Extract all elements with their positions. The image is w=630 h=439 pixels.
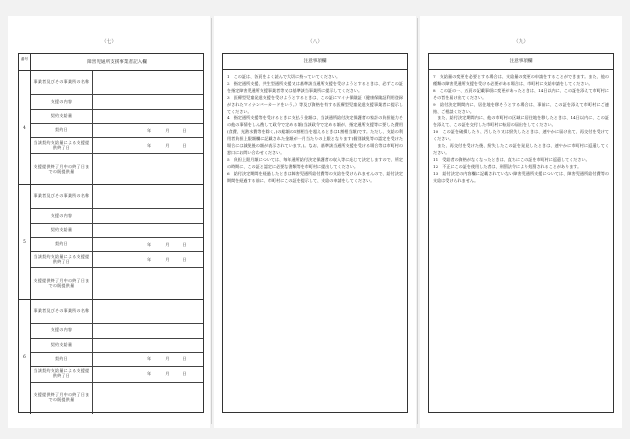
- seq-number: 6: [19, 300, 31, 414]
- field-label: 支援提供終了月中の終了日までの既提供量: [31, 383, 93, 414]
- page-divider: [417, 18, 418, 424]
- date-part: 月: [165, 127, 170, 133]
- note-paragraph: 1 この証は、各頁をよく読んで大切に持っていてください。: [227, 74, 341, 79]
- date-part: 年: [147, 356, 152, 362]
- field-label: 当該契約支給量による支援提供終了日: [31, 252, 93, 267]
- field-value[interactable]: [93, 238, 203, 251]
- date-part: 年: [147, 256, 152, 262]
- field-value[interactable]: [93, 300, 203, 323]
- field-value[interactable]: [93, 353, 203, 366]
- notes-title: 注意事項欄: [429, 54, 613, 70]
- field-label: 事業者及びその事業所の名称: [31, 300, 93, 323]
- entry-block: [19, 71, 203, 185]
- notes-title: 注意事項欄: [223, 54, 407, 70]
- entry-row: [31, 324, 203, 339]
- entry-row: [31, 209, 203, 224]
- entry-row: [31, 110, 203, 124]
- entry-row: [31, 339, 203, 353]
- seq-number: 4: [19, 71, 31, 184]
- date-part: 年: [147, 127, 152, 133]
- entry-row: [31, 71, 203, 95]
- field-value[interactable]: [93, 124, 203, 137]
- page-seven: [8, 16, 210, 428]
- entry-row: [31, 268, 203, 299]
- date-part: 月: [165, 142, 170, 148]
- date-part: 月: [165, 241, 170, 247]
- entry-block: [19, 300, 203, 414]
- notes-box: [428, 53, 614, 413]
- field-value[interactable]: [93, 252, 203, 267]
- entry-row: [31, 95, 203, 110]
- page-number: （九）: [513, 39, 529, 45]
- date-part: 月: [165, 256, 170, 262]
- field-value[interactable]: [93, 383, 203, 414]
- entry-row: [31, 300, 203, 324]
- field-label: 当該契約支給量による支援提供終了日: [31, 367, 93, 382]
- field-value[interactable]: [93, 268, 203, 299]
- field-value[interactable]: [93, 224, 203, 237]
- note-paragraph: 2 指定通所支援、共生型通所支援又は基準該当通所支援を受けようとするときは、必ずこの証を指定障害児通所支援事業者等又は基準該当事業所に提示してください。: [227, 80, 403, 93]
- field-value[interactable]: [93, 339, 203, 352]
- note-paragraph: 8 この証の一、五頁の記載事項に変更があったときは、14日以内に、この証を添えて市町村にその旨を届け出てください。: [433, 87, 609, 100]
- entry-row: [31, 383, 203, 414]
- field-label: 事業者及びその事業所の名称: [31, 185, 93, 208]
- provider-entry-table: [18, 53, 204, 413]
- field-label: 契約日: [31, 238, 93, 251]
- note-paragraph: 7 支給量の変更を必要とする場合は、支給量の変更の申請をすることができます。また、他の種類の障害児通所支援を受ける必要がある場合は、市町村に支給申請をしてください。: [433, 74, 609, 86]
- entry-row: [31, 138, 203, 154]
- field-label: 契約日: [31, 353, 93, 366]
- field-label: 当該契約支給量による支援提供終了日: [31, 138, 93, 153]
- field-value[interactable]: [93, 324, 203, 338]
- note-paragraph: また、再交付を受けた後、紛失したこの証を発見したときは、速やかに市町村に返還してください。: [433, 143, 609, 155]
- page-divider: [211, 18, 212, 424]
- table-title: 障害児通所支援事業者記入欄: [31, 54, 203, 71]
- field-label: 支援の内容: [31, 95, 93, 109]
- notes-body: [223, 70, 407, 189]
- field-value[interactable]: [93, 185, 203, 208]
- field-value[interactable]: [93, 209, 203, 223]
- date-part: 日: [182, 127, 187, 133]
- field-label: 支援提供終了月中の終了日までの既提供量: [31, 154, 93, 185]
- field-label: 支援提供終了月中の終了日までの既提供量: [31, 268, 93, 299]
- date-part: 年: [147, 371, 152, 377]
- date-part: 日: [182, 256, 187, 262]
- field-label: 契約支給量: [31, 224, 93, 237]
- field-value[interactable]: [93, 367, 203, 382]
- date-part: 日: [182, 356, 187, 362]
- note-paragraph: 9 給付決定期間内に、居住地を移そうとする場合は、事前に、この証を添えて市町村にご連絡、ご相談ください。: [433, 101, 609, 114]
- note-paragraph: 10 この証を破損したり、汚したり又は紛失したときは、速やかに届け出て、再交付を受けてください。: [433, 129, 609, 142]
- field-label: 支援の内容: [31, 209, 93, 223]
- field-label: 契約日: [31, 124, 93, 137]
- page-eight: [214, 16, 416, 428]
- note-paragraph: 6 給付決定期間を経過したときは障害児通所給付費等の支給を受けられませんので、給付決定期間を経過する前に、市町村にこの証を提示して、支給の申請をしてください。: [227, 170, 403, 183]
- note-paragraph: また、給付決定期間内に、他の市町村の区域に居住地を移したときは、14日以内に、この証を添えて、この証を交付した市町村に転居の届出をしてください。: [433, 115, 609, 128]
- date-part: 月: [165, 371, 170, 377]
- entry-row: [31, 185, 203, 209]
- seq-header: 番号: [19, 54, 31, 71]
- note-paragraph: 13 給付決定の内容欄に記載されていない障害児通所支援については、障害児通所給付費等の支給は受けられません。: [433, 170, 609, 183]
- field-value[interactable]: [93, 138, 203, 153]
- field-value[interactable]: [93, 95, 203, 109]
- field-label: 支援の内容: [31, 324, 93, 338]
- field-value[interactable]: [93, 71, 203, 94]
- field-value[interactable]: [93, 110, 203, 123]
- page-number: （八）: [307, 39, 323, 45]
- note-paragraph: 12 不正にこの証を使用した者は、刑罰法令により処罰されることがあります。: [433, 163, 582, 169]
- field-label: 契約支給量: [31, 339, 93, 352]
- note-paragraph: 11 受給者の資格がなくなったときは、直ちにこの証を市町村に返還してください。: [433, 156, 590, 162]
- note-paragraph: 3 医療型児童発達支援を受けようとするときは、この証にマイナ保険証（健康保険証利用登録がされたマイナンバーカードをいう。）等及び資格を有する医療型児童発達支援事業者に提示してください。: [227, 94, 403, 114]
- page-nine: [420, 16, 622, 428]
- date-part: 月: [165, 356, 170, 362]
- page-number: （七）: [101, 39, 117, 45]
- date-part: 日: [182, 371, 187, 377]
- seq-number: 5: [19, 185, 31, 298]
- entry-row: [31, 124, 203, 138]
- entry-row: [31, 367, 203, 383]
- notes-box: [222, 53, 408, 413]
- entry-row: [31, 154, 203, 185]
- entry-block: [19, 185, 203, 299]
- date-part: 日: [182, 241, 187, 247]
- entry-row: [31, 353, 203, 367]
- date-part: 日: [182, 142, 187, 148]
- date-part: 年: [147, 142, 152, 148]
- note-paragraph: 4 指定通所支援等を受けるときに支払う金額は、当該通所給付決定保護者の家計の負担能力その他の事情をしん酌して政令で定める額(当該政令で定める額が、指定通所支援等に要した費用(食費、光熱水費等を除く。)の総額の1割相当を超えるときは1割相当額)です。ただし、支給の利用者負担上限額欄に記載された金額が一月当たりの上限となります(個別減免等の認定を受けた場合には減免後の額が表示されています。)。なお、基準該当通所支援を受ける場合等は市町村の窓口にお問い合わせください。: [227, 115, 403, 155]
- field-label: 事業者及びその事業所の名称: [31, 71, 93, 94]
- note-paragraph: 5 負担上限月額については、毎年通所給付決定保護者の収入等に応じて決定しますので、所定の時期に、この証と認定に必要な書類等を市町村に提出してください。: [227, 156, 403, 169]
- entry-row: [31, 238, 203, 252]
- field-value[interactable]: [93, 154, 203, 185]
- notes-body: [429, 70, 613, 189]
- entry-row: [31, 252, 203, 268]
- date-part: 年: [147, 241, 152, 247]
- field-label: 契約支給量: [31, 110, 93, 123]
- entry-row: [31, 224, 203, 238]
